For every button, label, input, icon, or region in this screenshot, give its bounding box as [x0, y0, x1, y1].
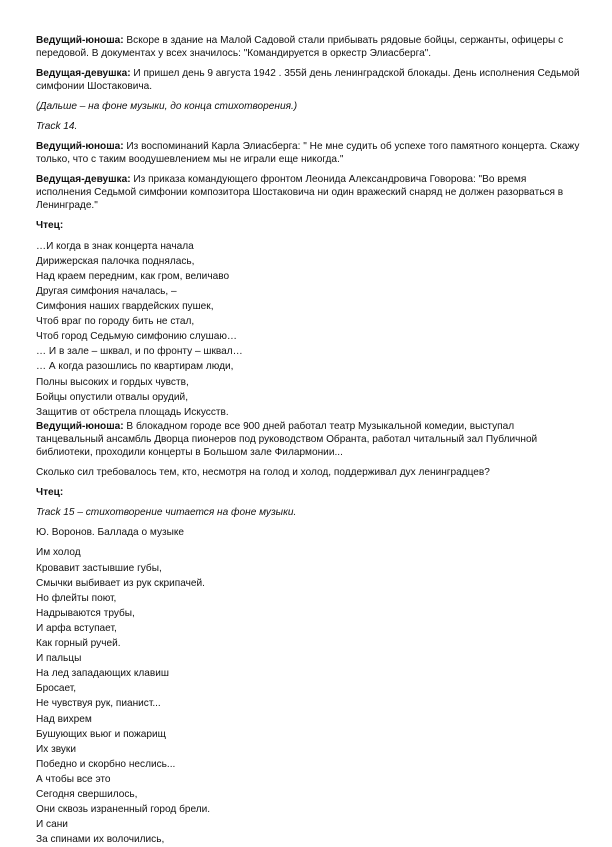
poem-line: Они сквозь израненный город брели. [36, 804, 211, 816]
paragraph-girl-2 [36, 173, 584, 212]
poem-line: За спинами их волочились, [36, 834, 165, 846]
track-15-label: Track 15 – стихотворение читается на фоне музыки. [36, 506, 297, 518]
poem-line: Бушующих вьюг и пожарищ [36, 728, 166, 740]
document-page [36, 34, 584, 847]
poem-line: … И в зале – шквал, и по фронту – шквал… [36, 346, 243, 358]
poem-line: …И когда в знак концерта начала [36, 240, 194, 252]
stage-note: (Дальше – на фоне музыки, до конца стихотворения.) [36, 100, 298, 112]
poem-line: Смычки выбивает из рук скрипачей. [36, 577, 205, 589]
paragraph-girl-1 [36, 67, 584, 93]
paragraph-text: Вскоре в здание на Малой Садовой стали прибывать рядовые бойцы, сержанты, офицеры с передовой. В документах у всех значилось: "Командируется в оркестр Элиасберга". [36, 35, 564, 60]
ballad-title: Ю. Воронов. Баллада о музыке [36, 526, 185, 538]
poem-line: Как горный ручей. [36, 638, 121, 650]
poem-ballad [36, 545, 584, 847]
poem-concert [36, 239, 584, 420]
speaker-label: Ведущий-юноша: [36, 420, 124, 432]
reader-heading-1: Чтец: [36, 219, 64, 231]
speaker-label: Ведущая-девушка: [36, 173, 131, 185]
paragraph-text: И пришел день 9 августа 1942 . 355й день ленинградской блокады. День исполнения Седьмой симфонии Шостаковича. [36, 67, 580, 93]
poem-line: И сани [36, 819, 68, 831]
speaker-label: Ведущий-юноша: [36, 140, 124, 152]
poem-line: Полны высоких и гордых чувств, [36, 376, 189, 388]
poem-line: Другая симфония началась, – [36, 285, 177, 297]
poem-line: Над краем передним, как гром, величаво [36, 270, 230, 282]
poem-line: Чтоб город Седьмую симфонию слушаю… [36, 331, 238, 343]
poem-line: Чтоб враг по городу бить не стал, [36, 316, 195, 328]
poem-line: Надрываются трубы, [36, 607, 135, 619]
poem-line: Но флейты поют, [36, 592, 117, 604]
poem-line: Им холод [36, 547, 81, 559]
poem-line: А чтобы все это [36, 773, 111, 785]
poem-line: Дирижерская палочка поднялась, [36, 255, 195, 267]
question-paragraph: Сколько сил требовалось тем, кто, несмотря на голод и холод, поддерживал дух ленинградцев? [36, 466, 490, 478]
poem-line: Бросает, [36, 683, 77, 695]
paragraph-text: Из воспоминаний Карла Элиасберга: " Не мне судить об успехе того памятного концерта. Скажу только, что с таким воодушевлением мы не играли еще никогда." [36, 140, 580, 165]
paragraph-youth-1 [36, 34, 584, 60]
poem-line: Кровавит застывшие губы, [36, 562, 162, 574]
poem-line: Бойцы опустили отвалы орудий, [36, 391, 188, 403]
paragraph-text: В блокадном городе все 900 дней работал театр Музыкальной комедии, выступал танцевальный ансамбль Дворца пионеров под руководством Обранта, работал читальный зал Публичной библиотеки, проходили концерты в Большом зале Филармонии... [36, 420, 538, 459]
poem-line: Сегодня свершилось, [36, 788, 138, 800]
poem-line: Не чувствуя рук, пианист... [36, 698, 161, 710]
paragraph-text: Из приказа командующего фронтом Леонида Александровича Говорова: "Во время исполнения Седьмой симфонии композитора Шостаковича ни один вражеский снаряд не должен разорваться в Ленинграде." [36, 173, 564, 211]
speaker-label: Ведущий-юноша: [36, 35, 124, 46]
poem-line: Победно и скорбно неслись... [36, 758, 176, 770]
poem-line: И арфа вступает, [36, 622, 117, 634]
track-14-label: Track 14. [36, 120, 78, 132]
poem-line: … А когда разошлись по квартирам люди, [36, 361, 234, 373]
speaker-label: Ведущая-девушка: [36, 67, 131, 79]
poem-line: Защитив от обстрела площадь Искусств. [36, 406, 229, 418]
poem-line: Их звуки [36, 743, 76, 755]
paragraph-youth-3 [36, 420, 584, 459]
poem-line: Симфония наших гвардейских пушек, [36, 301, 214, 313]
reader-heading-2: Чтец: [36, 486, 64, 498]
paragraph-youth-2 [36, 140, 584, 166]
poem-line: И пальцы [36, 653, 82, 665]
poem-line: На лед западающих клавиш [36, 668, 170, 680]
poem-line: Над вихрем [36, 713, 92, 725]
